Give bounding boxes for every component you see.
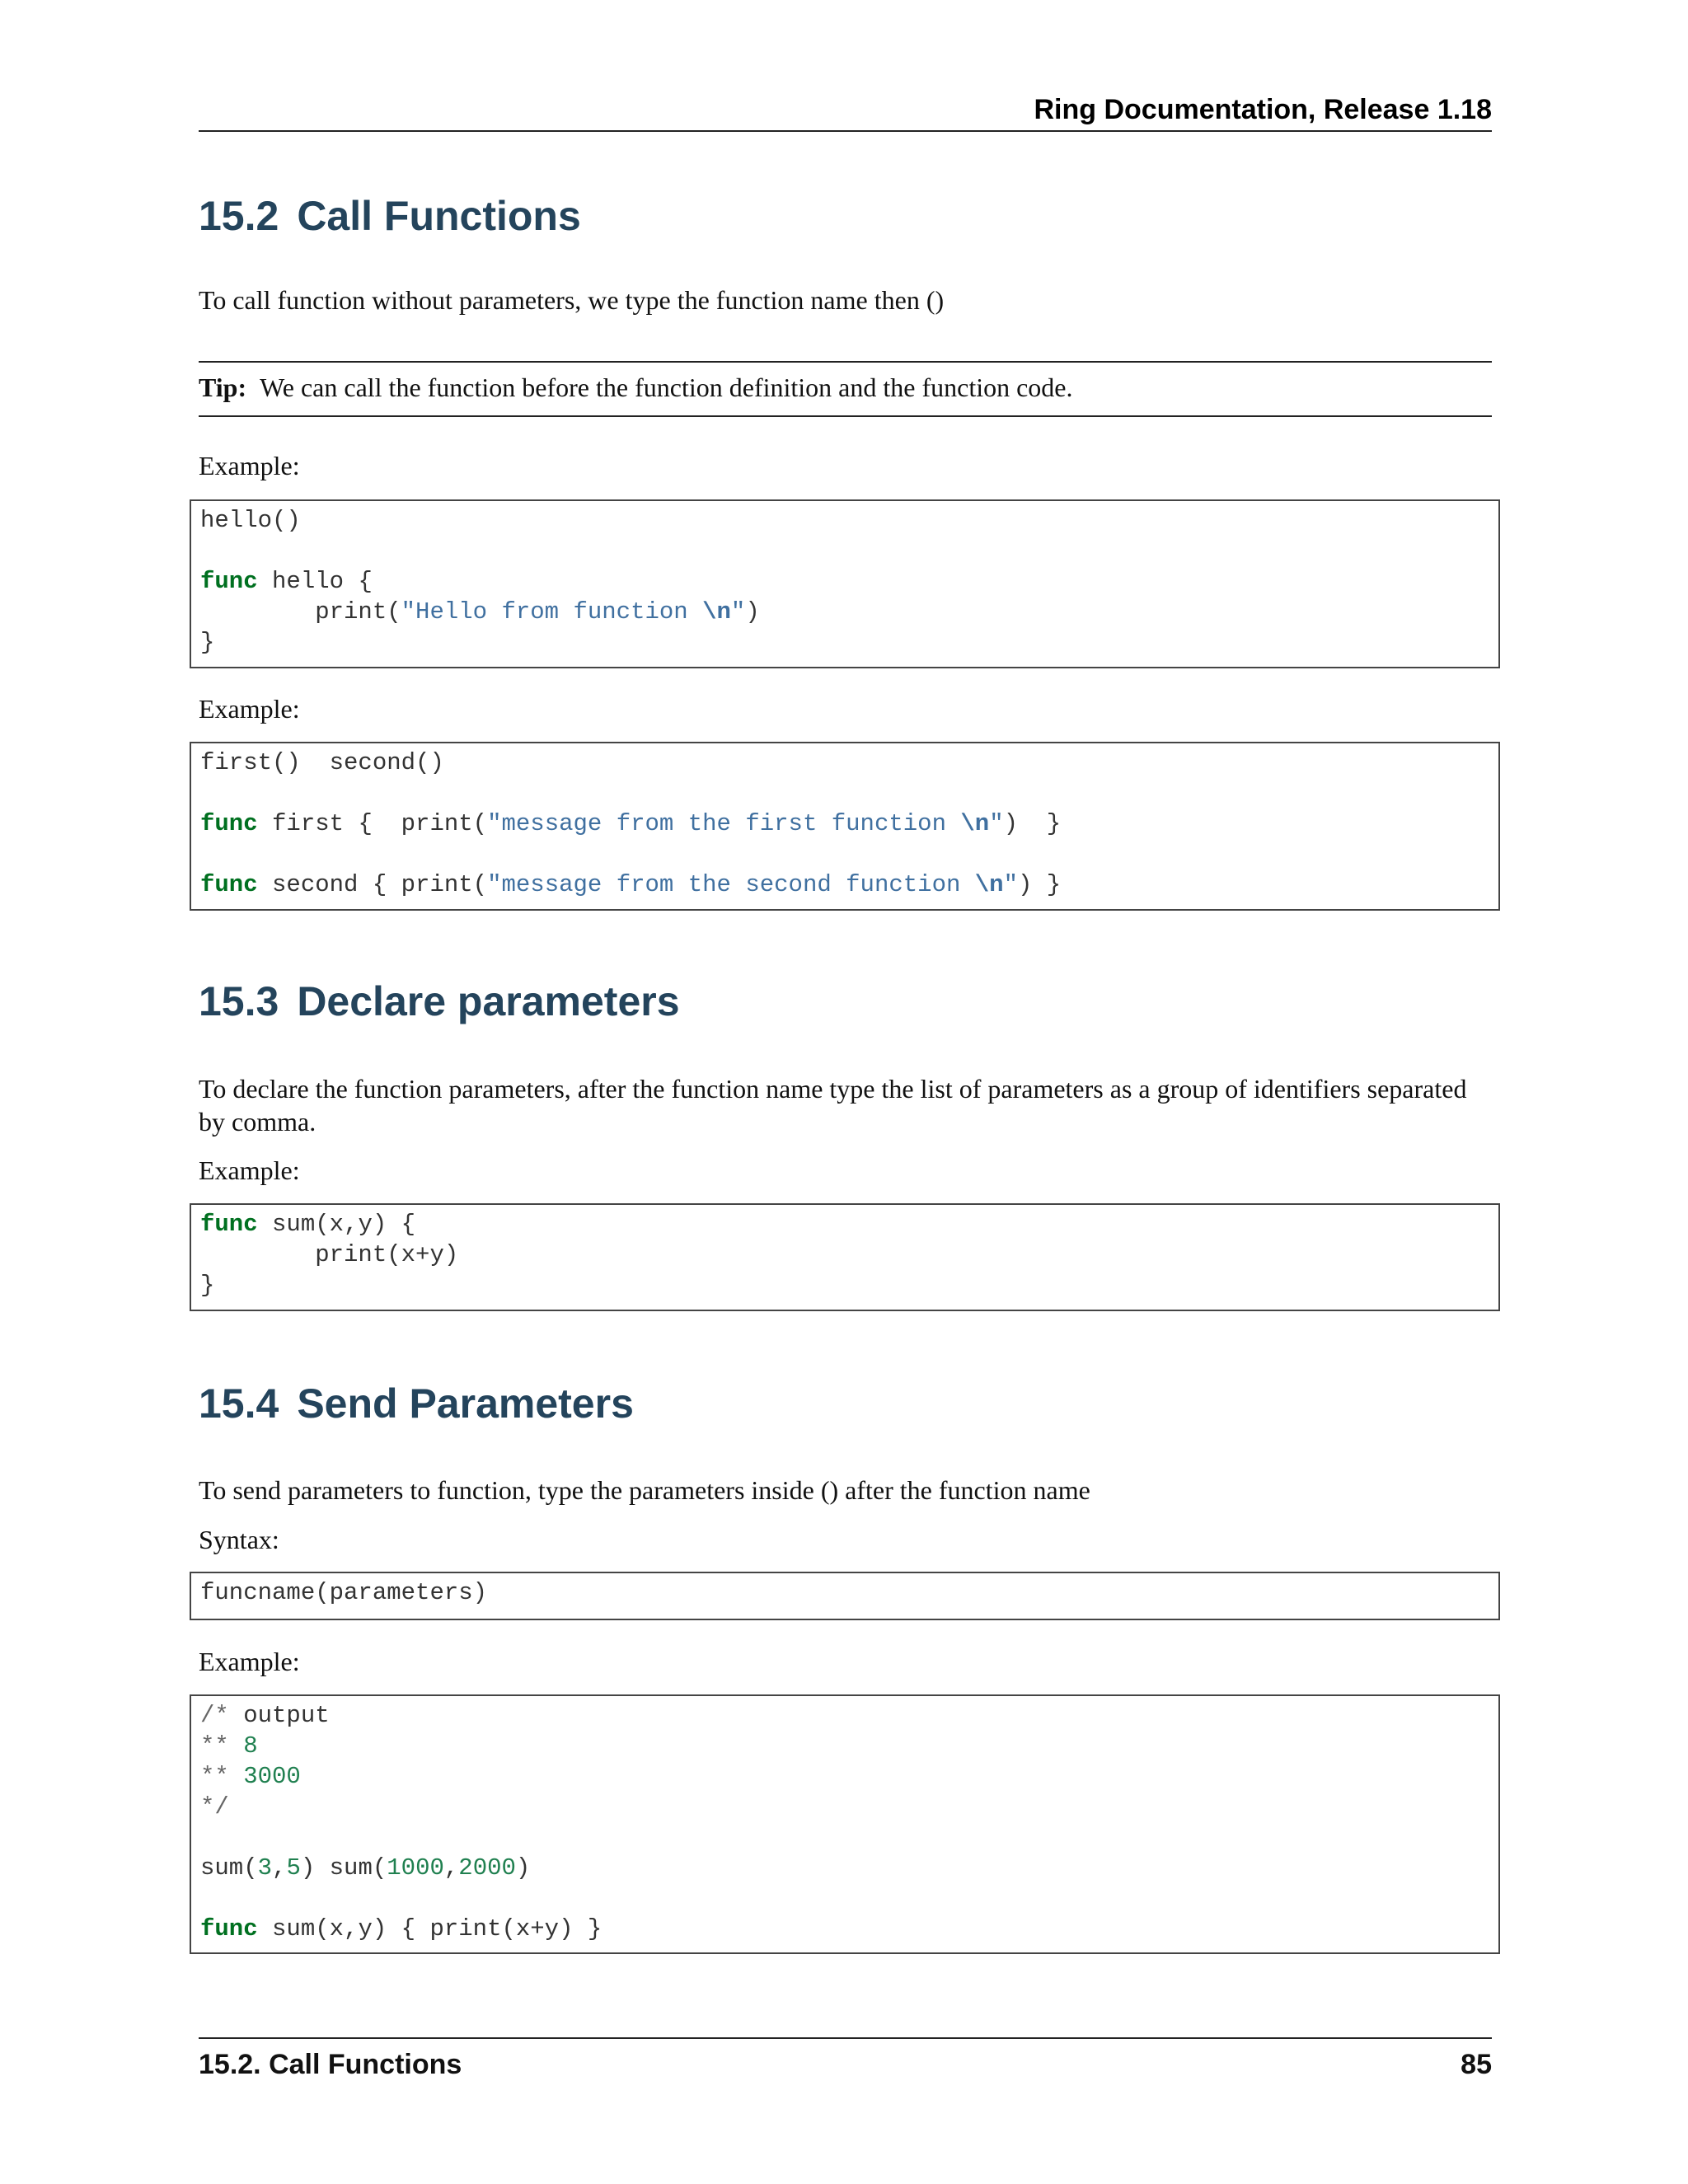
code-block — [190, 499, 1500, 668]
example-label: Example: — [199, 451, 300, 480]
code-line: print("Hello from function \n") — [200, 598, 760, 626]
code-line: print(x+y) — [200, 1241, 459, 1268]
code-line: func sum(x,y) { — [200, 1211, 416, 1238]
tip-text: We can call the function before the function definition and the function code. — [260, 373, 1073, 402]
code-line: } — [200, 1272, 215, 1299]
paragraph-send-intro: To send parameters to function, type the parameters inside () after the function name — [199, 1475, 1090, 1505]
example-label: Example: — [199, 1647, 300, 1676]
section-number: 15.3 — [199, 978, 279, 1024]
section-heading-15-3 — [199, 978, 680, 1024]
page-number: 85 — [1461, 2049, 1492, 2080]
code-line: funcname(parameters) — [200, 1579, 488, 1606]
code-block — [190, 742, 1500, 911]
section-title: Declare parameters — [297, 978, 680, 1024]
code-line: sum(3,5) sum(1000,2000) — [200, 1854, 531, 1882]
header-title: Ring Documentation, Release 1.18 — [1034, 94, 1492, 125]
paragraph-declare-intro: To declare the function parameters, after the function name type the list of parameters as a group of identifiers separated by comma. — [199, 1074, 1467, 1137]
section-number: 15.2 — [199, 193, 279, 239]
code-line: /* output — [200, 1702, 330, 1729]
code-line: hello() — [200, 507, 301, 534]
code-line: func second { print("message from the second function \n") } — [200, 871, 1062, 898]
code-line: */ — [200, 1793, 229, 1821]
code-line: func sum(x,y) { print(x+y) } — [200, 1915, 603, 1943]
footer-section: 15.2. Call Functions — [199, 2049, 462, 2080]
syntax-label: Syntax: — [199, 1525, 279, 1554]
code-block — [190, 1694, 1500, 1954]
code-block — [190, 1572, 1500, 1620]
page-footer — [199, 2037, 1492, 2088]
tip-content — [199, 371, 1073, 404]
code-line: ** 3000 — [200, 1763, 301, 1790]
code-line: func first { print("message from the first function \n") } — [200, 810, 1062, 837]
code-line: ** 8 — [200, 1732, 258, 1760]
page-header — [199, 89, 1492, 132]
tip-label: Tip: — [199, 373, 247, 402]
code-line: func hello { — [200, 568, 373, 595]
section-title: Call Functions — [297, 193, 581, 239]
section-heading-15-2 — [199, 195, 581, 237]
section-heading-15-4 — [199, 1380, 634, 1427]
example-label: Example: — [199, 694, 300, 724]
code-line: first() second() — [200, 749, 444, 776]
paragraph-call-intro: To call function without parameters, we type the function name then () — [199, 285, 945, 315]
code-line: } — [200, 629, 215, 656]
example-label: Example: — [199, 1155, 300, 1185]
section-number: 15.4 — [199, 1380, 279, 1427]
tip-box — [199, 361, 1492, 417]
code-block — [190, 1203, 1500, 1311]
section-title: Send Parameters — [297, 1380, 634, 1427]
